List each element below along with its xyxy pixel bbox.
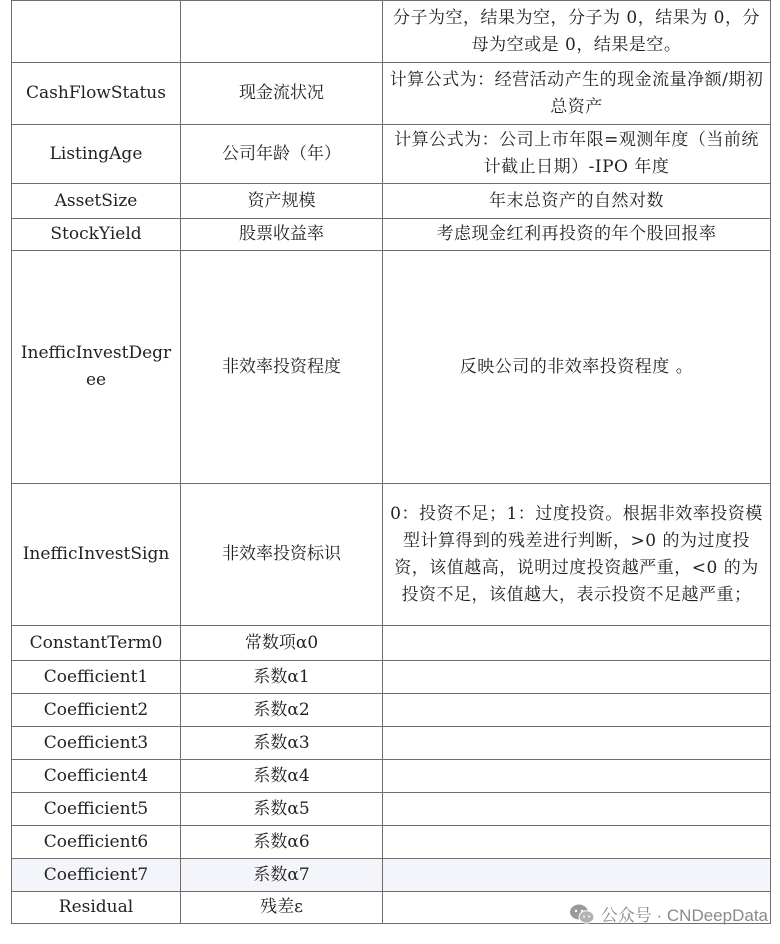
table-row <box>12 727 771 760</box>
variable-desc-cell <box>383 694 771 727</box>
variable-name-cell: 系数α3 <box>181 727 383 760</box>
variable-name-cell: 系数α1 <box>181 661 383 694</box>
variable-name-cell: 系数α4 <box>181 760 383 793</box>
variable-desc-cell: 考虑现金红利再投资的年个股回报率 <box>383 219 771 251</box>
variable-name-cell <box>181 1 383 63</box>
variable-name-cell: 股票收益率 <box>181 219 383 251</box>
variable-code-cell: CashFlowStatus <box>12 63 181 125</box>
variable-name-cell: 系数α6 <box>181 826 383 859</box>
variable-name-cell: 非效率投资标识 <box>181 484 383 626</box>
variable-name-cell: 资产规模 <box>181 184 383 219</box>
variable-desc-cell <box>383 760 771 793</box>
variable-desc-cell: 反映公司的非效率投资程度 。 <box>383 251 771 484</box>
variable-code-cell <box>12 1 181 63</box>
variable-name-cell: 系数α2 <box>181 694 383 727</box>
wechat-icon <box>569 903 595 925</box>
variable-name-cell: 公司年龄（年） <box>181 125 383 184</box>
table-row <box>12 125 771 184</box>
table-row <box>12 793 771 826</box>
variable-code-cell: StockYield <box>12 219 181 251</box>
table-row <box>12 760 771 793</box>
table-row <box>12 219 771 251</box>
table-row <box>12 184 771 219</box>
variable-code-cell: Coefficient7 <box>12 859 181 892</box>
variable-code-cell: Coefficient2 <box>12 694 181 727</box>
variable-code-cell: Coefficient1 <box>12 661 181 694</box>
variable-name-cell: 残差ε <box>181 892 383 924</box>
variable-desc-cell: 年末总资产的自然对数 <box>383 184 771 219</box>
table-row <box>12 626 771 661</box>
variable-code-cell: Coefficient5 <box>12 793 181 826</box>
watermark <box>569 901 768 926</box>
table-row <box>12 661 771 694</box>
variable-desc-cell: 分子为空，结果为空，分子为 0，结果为 0，分母为空或是 0，结果是空。 <box>383 1 771 63</box>
table-row <box>12 63 771 125</box>
table-row <box>12 251 771 484</box>
variable-desc-cell: 计算公式为：经营活动产生的现金流量净额/期初总资产 <box>383 63 771 125</box>
variable-desc-cell <box>383 859 771 892</box>
variable-code-cell: AssetSize <box>12 184 181 219</box>
variable-table <box>11 0 771 924</box>
table-row <box>12 1 771 63</box>
variable-desc-cell <box>383 826 771 859</box>
variable-desc-cell <box>383 626 771 661</box>
variable-code-cell: InefficInvestDegree <box>12 251 181 484</box>
variable-desc-cell <box>383 793 771 826</box>
variable-code-cell: Coefficient6 <box>12 826 181 859</box>
watermark-text: 公众号 · CNDeepData <box>600 906 768 925</box>
variable-code-cell: Coefficient4 <box>12 760 181 793</box>
variable-code-cell: ListingAge <box>12 125 181 184</box>
variable-desc-cell <box>383 727 771 760</box>
variable-name-cell: 系数α5 <box>181 793 383 826</box>
variable-name-cell: 非效率投资程度 <box>181 251 383 484</box>
table-row <box>12 859 771 892</box>
variable-desc-cell: 计算公式为：公司上市年限=观测年度（当前统计截止日期）-IPO 年度 <box>383 125 771 184</box>
variable-desc-cell: 0：投资不足；1：过度投资。根据非效率投资模型计算得到的残差进行判断，>0 的为过度投资，该值越高，说明过度投资越严重，<0 的为投资不足，该值越大，表示投资不足越严重； <box>383 484 771 626</box>
variable-code-cell: ConstantTerm0 <box>12 626 181 661</box>
variable-desc-cell <box>383 661 771 694</box>
variable-name-cell: 常数项α0 <box>181 626 383 661</box>
table-row <box>12 826 771 859</box>
variable-code-cell: Coefficient3 <box>12 727 181 760</box>
table-row <box>12 484 771 626</box>
table-row <box>12 694 771 727</box>
variable-name-cell: 现金流状况 <box>181 63 383 125</box>
variable-name-cell: 系数α7 <box>181 859 383 892</box>
variable-code-cell: InefficInvestSign <box>12 484 181 626</box>
variable-code-cell: Residual <box>12 892 181 924</box>
